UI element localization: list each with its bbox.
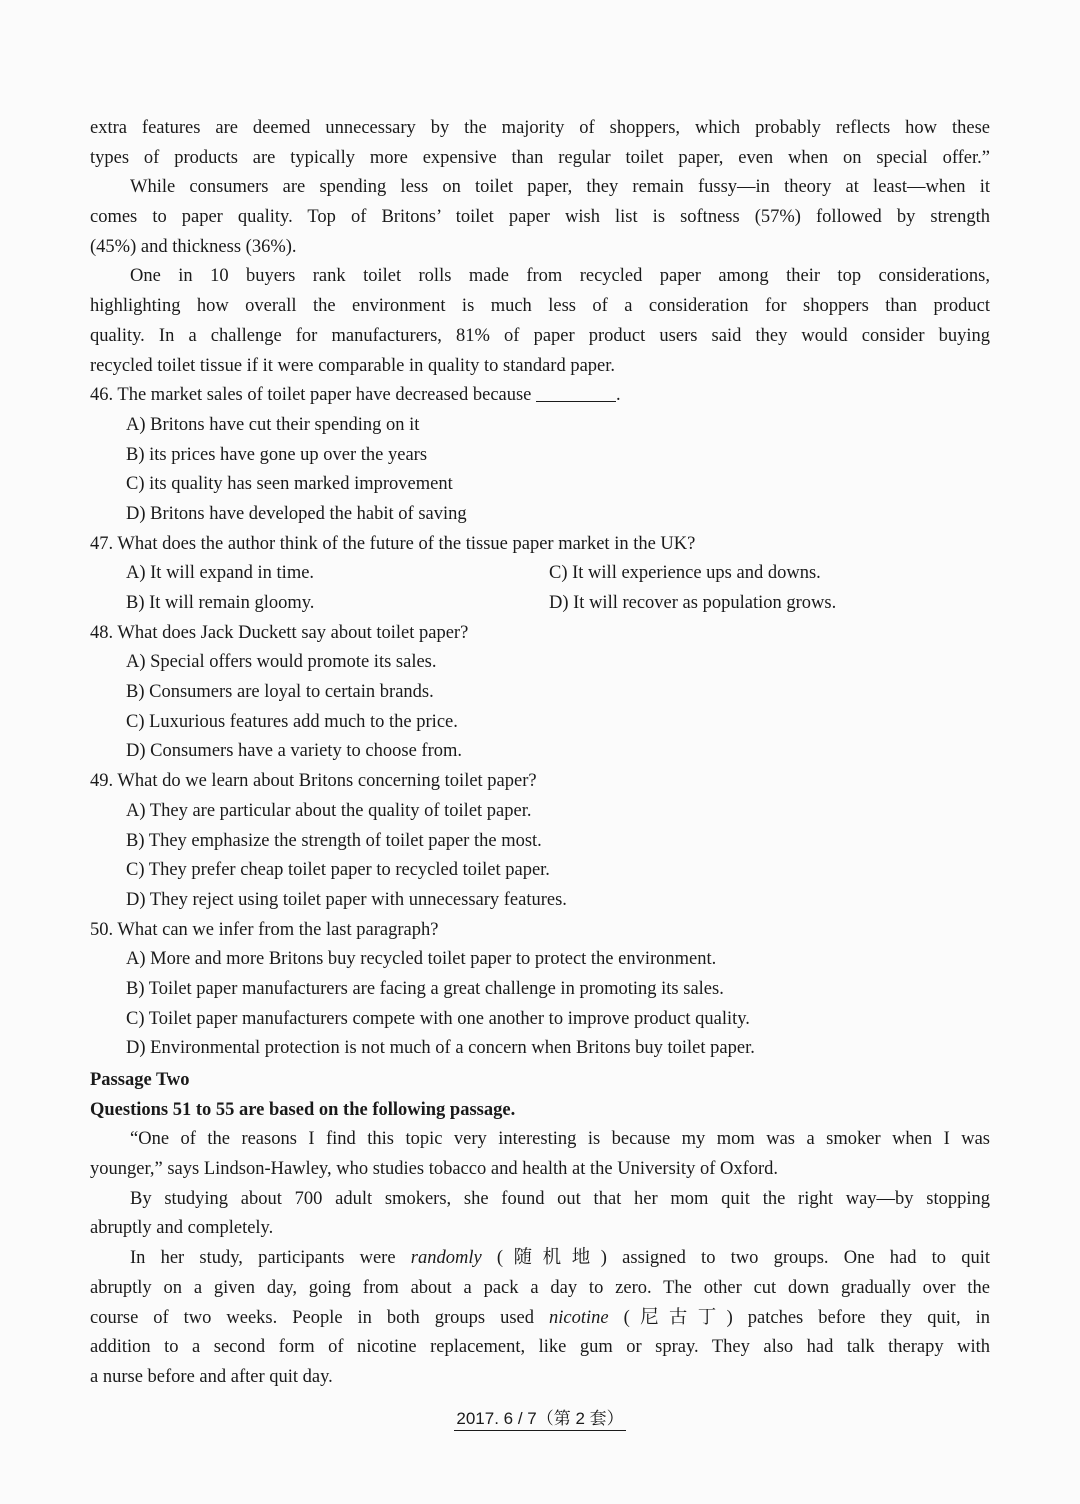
text-line: “One of the reasons I find this topic very interesting is because my mom was a smoker when I was: [130, 1129, 990, 1150]
text-line: While consumers are spending less on toilet paper, they remain fussy—in theory at least—when it: [130, 177, 990, 198]
text-line: highlighting how overall the environment is much less of a consideration for shoppers than product: [90, 296, 990, 317]
question-47-stem: 47. What does the author think of the future of the tissue paper market in the UK?: [90, 533, 696, 554]
option: C) Toilet paper manufacturers compete with one another to improve product quality.: [126, 1008, 750, 1029]
question-49-stem: 49. What do we learn about Britons concerning toilet paper?: [90, 771, 537, 792]
option: D) It will recover as population grows.: [549, 593, 837, 613]
question-48-stem: 48. What does Jack Duckett say about toilet paper?: [90, 622, 469, 643]
option: D) Consumers have a variety to choose from.: [126, 741, 462, 762]
option: A) Britons have cut their spending on it: [126, 414, 420, 435]
option: B) Toilet paper manufacturers are facing a great challenge in promoting its sales.: [126, 978, 724, 999]
option: A) They are particular about the quality of toilet paper.: [126, 800, 532, 821]
text-line: recycled toilet tissue if it were comparable in quality to standard paper.: [90, 355, 616, 376]
option: B) its prices have gone up over the years: [126, 444, 428, 465]
text-line: By studying about 700 adult smokers, she found out that her mom quit the right way—by stopping: [130, 1188, 990, 1209]
question-46-stem: 46. The market sales of toilet paper have decreased because .: [90, 385, 621, 406]
option: B) Consumers are loyal to certain brands.: [126, 682, 434, 703]
text-line: younger,” says Lindson-Hawley, who studies tobacco and health at the University of Oxford.: [90, 1159, 779, 1180]
option: D) Britons have developed the habit of saving: [126, 503, 467, 524]
option-row: [90, 559, 990, 589]
option-row: [90, 589, 990, 619]
option: C) They prefer cheap toilet paper to recycled toilet paper.: [126, 860, 550, 881]
option: D) They reject using toilet paper with unnecessary features.: [126, 889, 567, 910]
option: C) It will experience ups and downs.: [549, 563, 821, 584]
text-line: In her study, participants were randomly (随机地) assigned to two groups. One had to quit: [130, 1248, 991, 1269]
text-line: types of products are typically more expensive than regular toilet paper, even when on special offer.”: [90, 147, 990, 168]
page-footer: [0, 1404, 1080, 1429]
option: C) Luxurious features add much to the price.: [126, 711, 458, 732]
text-line: extra features are deemed unnecessary by the majority of shoppers, which probably reflects how these: [90, 118, 990, 138]
section-heading: Passage Two: [90, 1070, 190, 1090]
question-50-stem: 50. What can we infer from the last paragraph?: [90, 919, 439, 940]
text-line: abruptly on a given day, going from about a pack a day to zero. The other cut down gradually over the: [90, 1277, 990, 1298]
option: C) its quality has seen marked improvement: [126, 474, 453, 495]
page-body: [90, 114, 990, 1393]
text-line: comes to paper quality. Top of Britons’ toilet paper wish list is softness (57%) followed by strength: [90, 207, 990, 228]
option: A) It will expand in time.: [126, 563, 315, 584]
text-line: abruptly and completely.: [90, 1218, 274, 1239]
text-line: quality. In a challenge for manufacturers, 81% of paper product users said they would consider buying: [90, 325, 990, 346]
option: D) Environmental protection is not much of a concern when Britons buy toilet paper.: [126, 1038, 755, 1059]
option: A) More and more Britons buy recycled toilet paper to protect the environment.: [126, 949, 717, 970]
text-line: addition to a second form of nicotine replacement, like gum or spray. They also had talk therapy with: [90, 1337, 990, 1358]
section-subheading: Questions 51 to 55 are based on the following passage.: [90, 1099, 516, 1120]
text-line: course of two weeks. People in both groups used nicotine (尼古丁) patches before they quit, in: [90, 1307, 991, 1328]
option: B) It will remain gloomy.: [126, 593, 315, 613]
option: B) They emphasize the strength of toilet paper the most.: [126, 830, 542, 851]
answer-blank: [536, 383, 616, 402]
page-number: 2017. 6 / 7（第 2 套）: [454, 1409, 625, 1431]
text-line: a nurse before and after quit day.: [90, 1366, 333, 1387]
text-line: (45%) and thickness (36%).: [90, 236, 297, 257]
text-line: One in 10 buyers rank toilet rolls made from recycled paper among their top considerations,: [130, 266, 990, 287]
option: A) Special offers would promote its sales.: [126, 652, 437, 673]
